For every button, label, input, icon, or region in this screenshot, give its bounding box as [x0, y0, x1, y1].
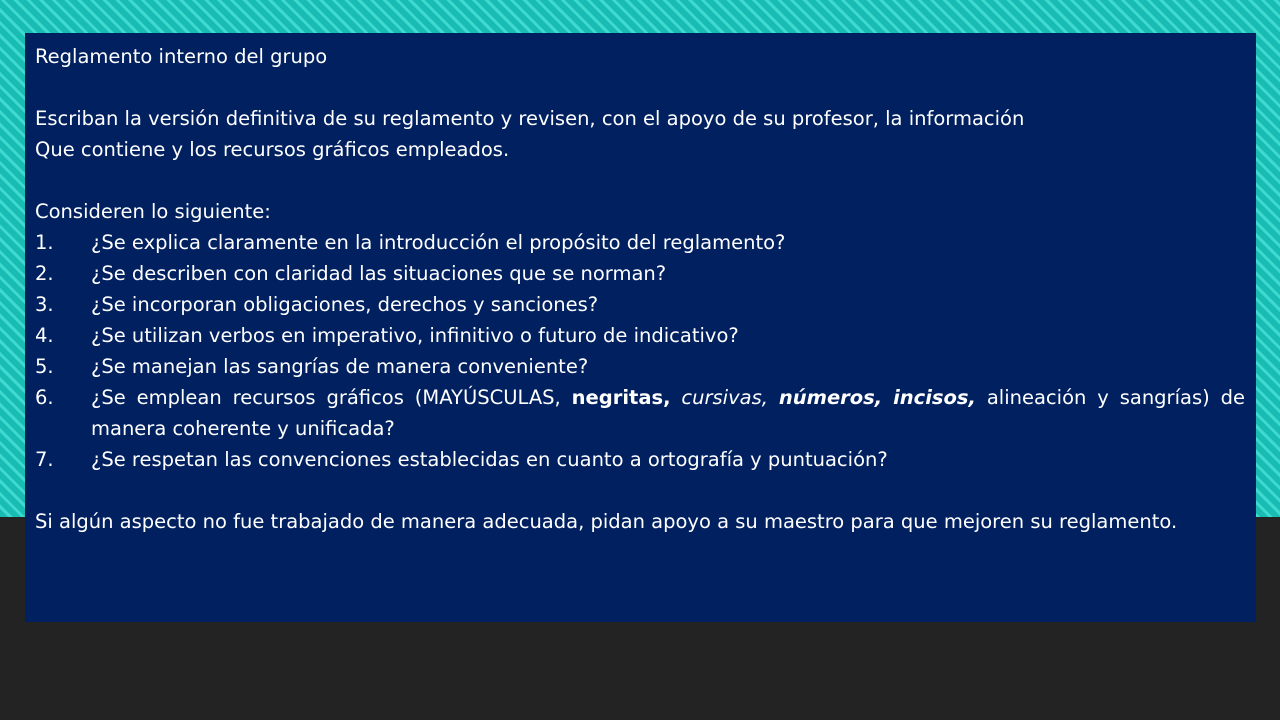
list-item — [35, 351, 1245, 382]
list-item-text: ¿Se incorporan obligaciones, derechos y sanciones? — [91, 293, 599, 316]
list-item-text: ¿Se describen con claridad las situaciones que se norman? — [91, 262, 667, 285]
list-item-number: 6. — [35, 386, 54, 409]
question-6-text-before: ¿Se emplean recursos gráficos (MAYÚSCULAS, — [91, 386, 572, 409]
content-panel — [25, 33, 1256, 622]
list-item — [35, 289, 1245, 320]
list-item-text: ¿Se respetan las convenciones establecidas en cuanto a ortografía y puntuación? — [91, 448, 888, 471]
list-item-text: ¿Se explica claramente en la introducción el propósito del reglamento? — [91, 231, 786, 254]
list-item-text: ¿Se utilizan verbos en imperativo, infinitivo o futuro de indicativo? — [91, 324, 739, 347]
spacer — [35, 475, 1245, 506]
list-item-number: 1. — [35, 231, 54, 254]
list-item-number: 5. — [35, 355, 54, 378]
list-item — [35, 227, 1245, 258]
list-item — [35, 258, 1245, 289]
list-item-number: 4. — [35, 324, 54, 347]
instructions-line-2: Que contiene y los recursos gráficos empleados. — [35, 138, 510, 161]
document-title: Reglamento interno del grupo — [35, 45, 328, 68]
consider-heading: Consideren lo siguiente: — [35, 200, 271, 223]
question-6-numbers-example: números, — [778, 386, 883, 409]
question-6-incisos-example: incisos, — [893, 386, 976, 409]
list-item-number: 3. — [35, 293, 54, 316]
list-item — [35, 320, 1245, 351]
list-item — [35, 444, 1245, 475]
instructions-line-1: Escriban la versión definitiva de su reglamento y revisen, con el apoyo de su profesor, la información — [35, 107, 1025, 130]
list-item-number: 2. — [35, 262, 54, 285]
list-item — [35, 382, 1245, 444]
question-6-italic-example: cursivas, — [681, 386, 768, 409]
spacer — [35, 72, 1245, 103]
closing-paragraph: Si algún aspecto no fue trabajado de manera adecuada, pidan apoyo a su maestro para que mejoren su reglamento. — [35, 510, 1178, 533]
spacer — [35, 165, 1245, 196]
question-6-text-after: alineación y sangrías) de manera coherente y unificada? — [91, 386, 1245, 440]
list-item-text — [87, 382, 1245, 444]
questions-list — [35, 227, 1245, 475]
question-6-bold-example: negritas, — [571, 386, 671, 409]
list-item-number: 7. — [35, 448, 54, 471]
list-item-text: ¿Se manejan las sangrías de manera conveniente? — [91, 355, 589, 378]
